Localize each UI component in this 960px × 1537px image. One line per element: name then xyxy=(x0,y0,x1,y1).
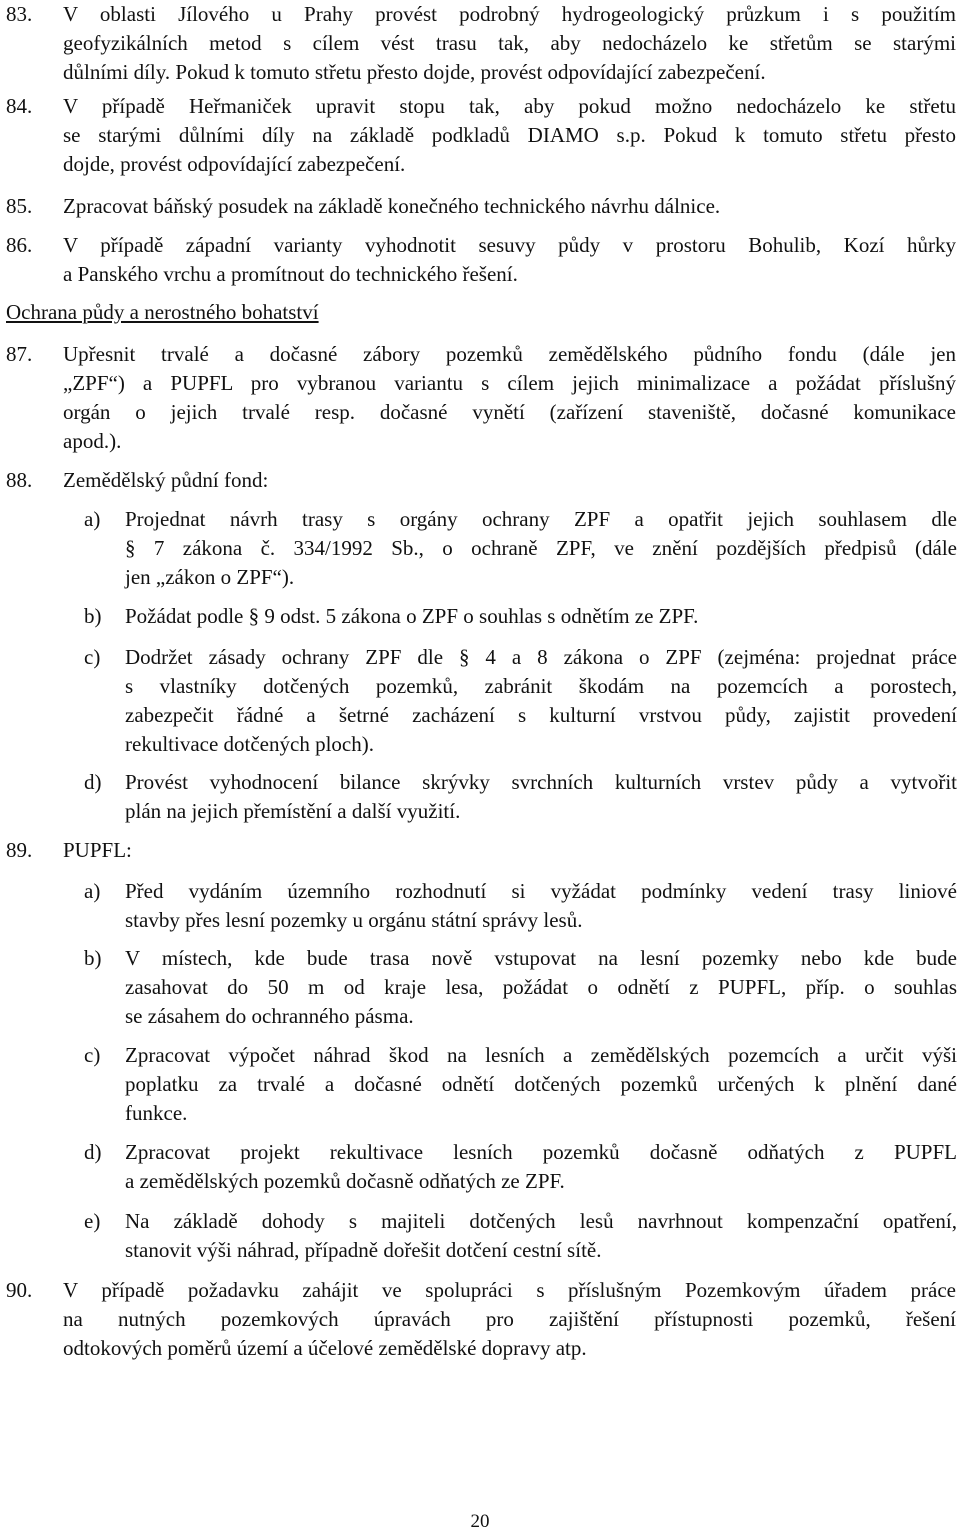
text-line: § 7 zákona č. 334/1992 Sb., o ochraně ZPF, ve znění pozdějších předpisů (dále xyxy=(125,536,957,560)
section-heading: Ochrana půdy a nerostného bohatství xyxy=(6,300,319,324)
text-line: Upřesnit trvalé a dočasné zábory pozemků zemědělského půdního fondu (dále jen xyxy=(63,342,956,366)
text-line: na nutných pozemkových úpravách pro zajištění přístupnosti pozemků, řešení xyxy=(63,1307,956,1331)
text-line: odtokových poměrů území a účelové zemědělské dopravy atp. xyxy=(63,1336,587,1360)
text-line: Požádat podle § 9 odst. 5 zákona o ZPF o souhlas s odnětím ze ZPF. xyxy=(125,604,699,628)
item-text xyxy=(63,1276,956,1363)
text-line: Zpracovat projekt rekultivace lesních pozemků dočasně odňatých z PUPFL xyxy=(125,1140,957,1164)
item-text xyxy=(63,0,956,87)
text-line: a Panského vrchu a promítnout do technického řešení. xyxy=(63,262,518,286)
text-line: s vlastníky dotčených pozemků, zabránit škodám na pozemcích a porostech, xyxy=(125,674,957,698)
text-line: Zpracovat báňský posudek na základě konečného technického návrhu dálnice. xyxy=(63,194,721,218)
item-text xyxy=(63,231,956,289)
item-number: 89. xyxy=(6,838,33,862)
text-line: V případě západní varianty vyhodnotit sesuvy půdy v prostoru Bohulib, Kozí hůrky xyxy=(63,233,956,257)
text-line: poplatku za trvalé a dočasné odnětí dotčených pozemků určených k plnění dané xyxy=(125,1072,957,1096)
item-text xyxy=(63,192,956,221)
text-line: apod.). xyxy=(63,429,122,453)
text-line: PUPFL: xyxy=(63,838,132,862)
subitem-letter: c) xyxy=(84,1043,101,1067)
subitem-letter: d) xyxy=(84,1140,102,1164)
subitem-text xyxy=(125,505,957,592)
text-line: geofyzikálních metod s cílem vést trasu tak, aby nedocházelo ke střetům se starými xyxy=(63,31,956,55)
text-line: rekultivace dotčených ploch). xyxy=(125,732,374,756)
subitem-text xyxy=(125,877,957,935)
subitem-text xyxy=(125,643,957,759)
item-title xyxy=(63,466,956,495)
subitem-letter: e) xyxy=(84,1209,101,1233)
subitem-text xyxy=(125,1041,957,1128)
subitem-letter: d) xyxy=(84,770,102,794)
text-line: Na základě dohody s majiteli dotčených lesů navrhnout kompenzační opatření, xyxy=(125,1209,957,1233)
text-line: zasahovat do 50 m od kraje lesa, požádat o odnětí z PUPFL, příp. o souhlas xyxy=(125,975,957,999)
text-line: důlními díly. Pokud k tomuto střetu přesto dojde, provést odpovídající zabezpečení. xyxy=(63,60,766,84)
text-line: dojde, provést odpovídající zabezpečení. xyxy=(63,152,406,176)
item-title xyxy=(63,836,956,865)
item-number: 90. xyxy=(6,1278,33,1302)
text-line: jen „zákon o ZPF“). xyxy=(125,565,295,589)
text-line: zabezpečit řádné a šetrné zacházení s kulturní vrstvou půdy, zajistit provedení xyxy=(125,703,957,727)
subitem-text xyxy=(125,1207,957,1265)
text-line: Zemědělský půdní fond: xyxy=(63,468,269,492)
item-number: 84. xyxy=(6,94,33,118)
text-line: V případě Heřmaniček upravit stopu tak, aby pokud možno nedocházelo ke střetu xyxy=(63,94,956,118)
text-line: stavby přes lesní pozemky u orgánu státní správy lesů. xyxy=(125,908,583,932)
text-line: a zemědělských pozemků dočasně odňatých ze ZPF. xyxy=(125,1169,565,1193)
text-line: Dodržet zásady ochrany ZPF dle § 4 a 8 zákona o ZPF (zejména: projednat práce xyxy=(125,645,957,669)
text-line: Zpracovat výpočet náhrad škod na lesních a zemědělských pozemcích a určit výši xyxy=(125,1043,957,1067)
item-number: 83. xyxy=(6,2,33,26)
text-line: „ZPF“) a PUPFL pro vybranou variantu s cílem jejich minimalizace a požádat příslušný xyxy=(63,371,956,395)
subitem-text xyxy=(125,1138,957,1196)
subitem-letter: c) xyxy=(84,645,101,669)
subitem-text xyxy=(125,768,957,826)
text-line: funkce. xyxy=(125,1101,188,1125)
text-line: V případě požadavku zahájit ve spolupráci s příslušným Pozemkovým úřadem práce xyxy=(63,1278,956,1302)
subitem-letter: a) xyxy=(84,879,101,903)
item-text xyxy=(63,340,956,456)
text-line: orgán o jejich trvalé resp. dočasné vynětí (zařízení staveniště, dočasné komunikace xyxy=(63,400,956,424)
subitem-letter: b) xyxy=(84,946,102,970)
text-line: V oblasti Jílového u Prahy provést podrobný hydrogeologický průzkum i s použitím xyxy=(63,2,956,26)
subitem-text xyxy=(125,944,957,1031)
text-line: Projednat návrh trasy s orgány ochrany ZPF a opatřit jejich souhlasem dle xyxy=(125,507,957,531)
text-line: stanovit výši náhrad, případně dořešit dotčení cestní sítě. xyxy=(125,1238,602,1262)
subitem-letter: b) xyxy=(84,604,102,628)
item-number: 87. xyxy=(6,342,33,366)
subitem-letter: a) xyxy=(84,507,101,531)
item-text xyxy=(63,92,956,179)
page-number: 20 xyxy=(470,1511,490,1532)
item-number: 85. xyxy=(6,194,33,218)
text-line: se zásahem do ochranného pásma. xyxy=(125,1004,414,1028)
subitem-text xyxy=(125,602,957,631)
text-line: se starými důlními díly na základě podkladů DIAMO s.p. Pokud k tomuto střetu přesto xyxy=(63,123,956,147)
item-number: 86. xyxy=(6,233,33,257)
text-line: Před vydáním územního rozhodnutí si vyžádat podmínky vedení trasy liniové xyxy=(125,879,957,903)
text-line: V místech, kde bude trasa nově vstupovat na lesní pozemky nebo kde bude xyxy=(125,946,957,970)
item-number: 88. xyxy=(6,468,33,492)
text-line: plán na jejich přemístění a další využití. xyxy=(125,799,461,823)
text-line: Provést vyhodnocení bilance skrývky svrchních kulturních vrstev půdy a vytvořit xyxy=(125,770,957,794)
